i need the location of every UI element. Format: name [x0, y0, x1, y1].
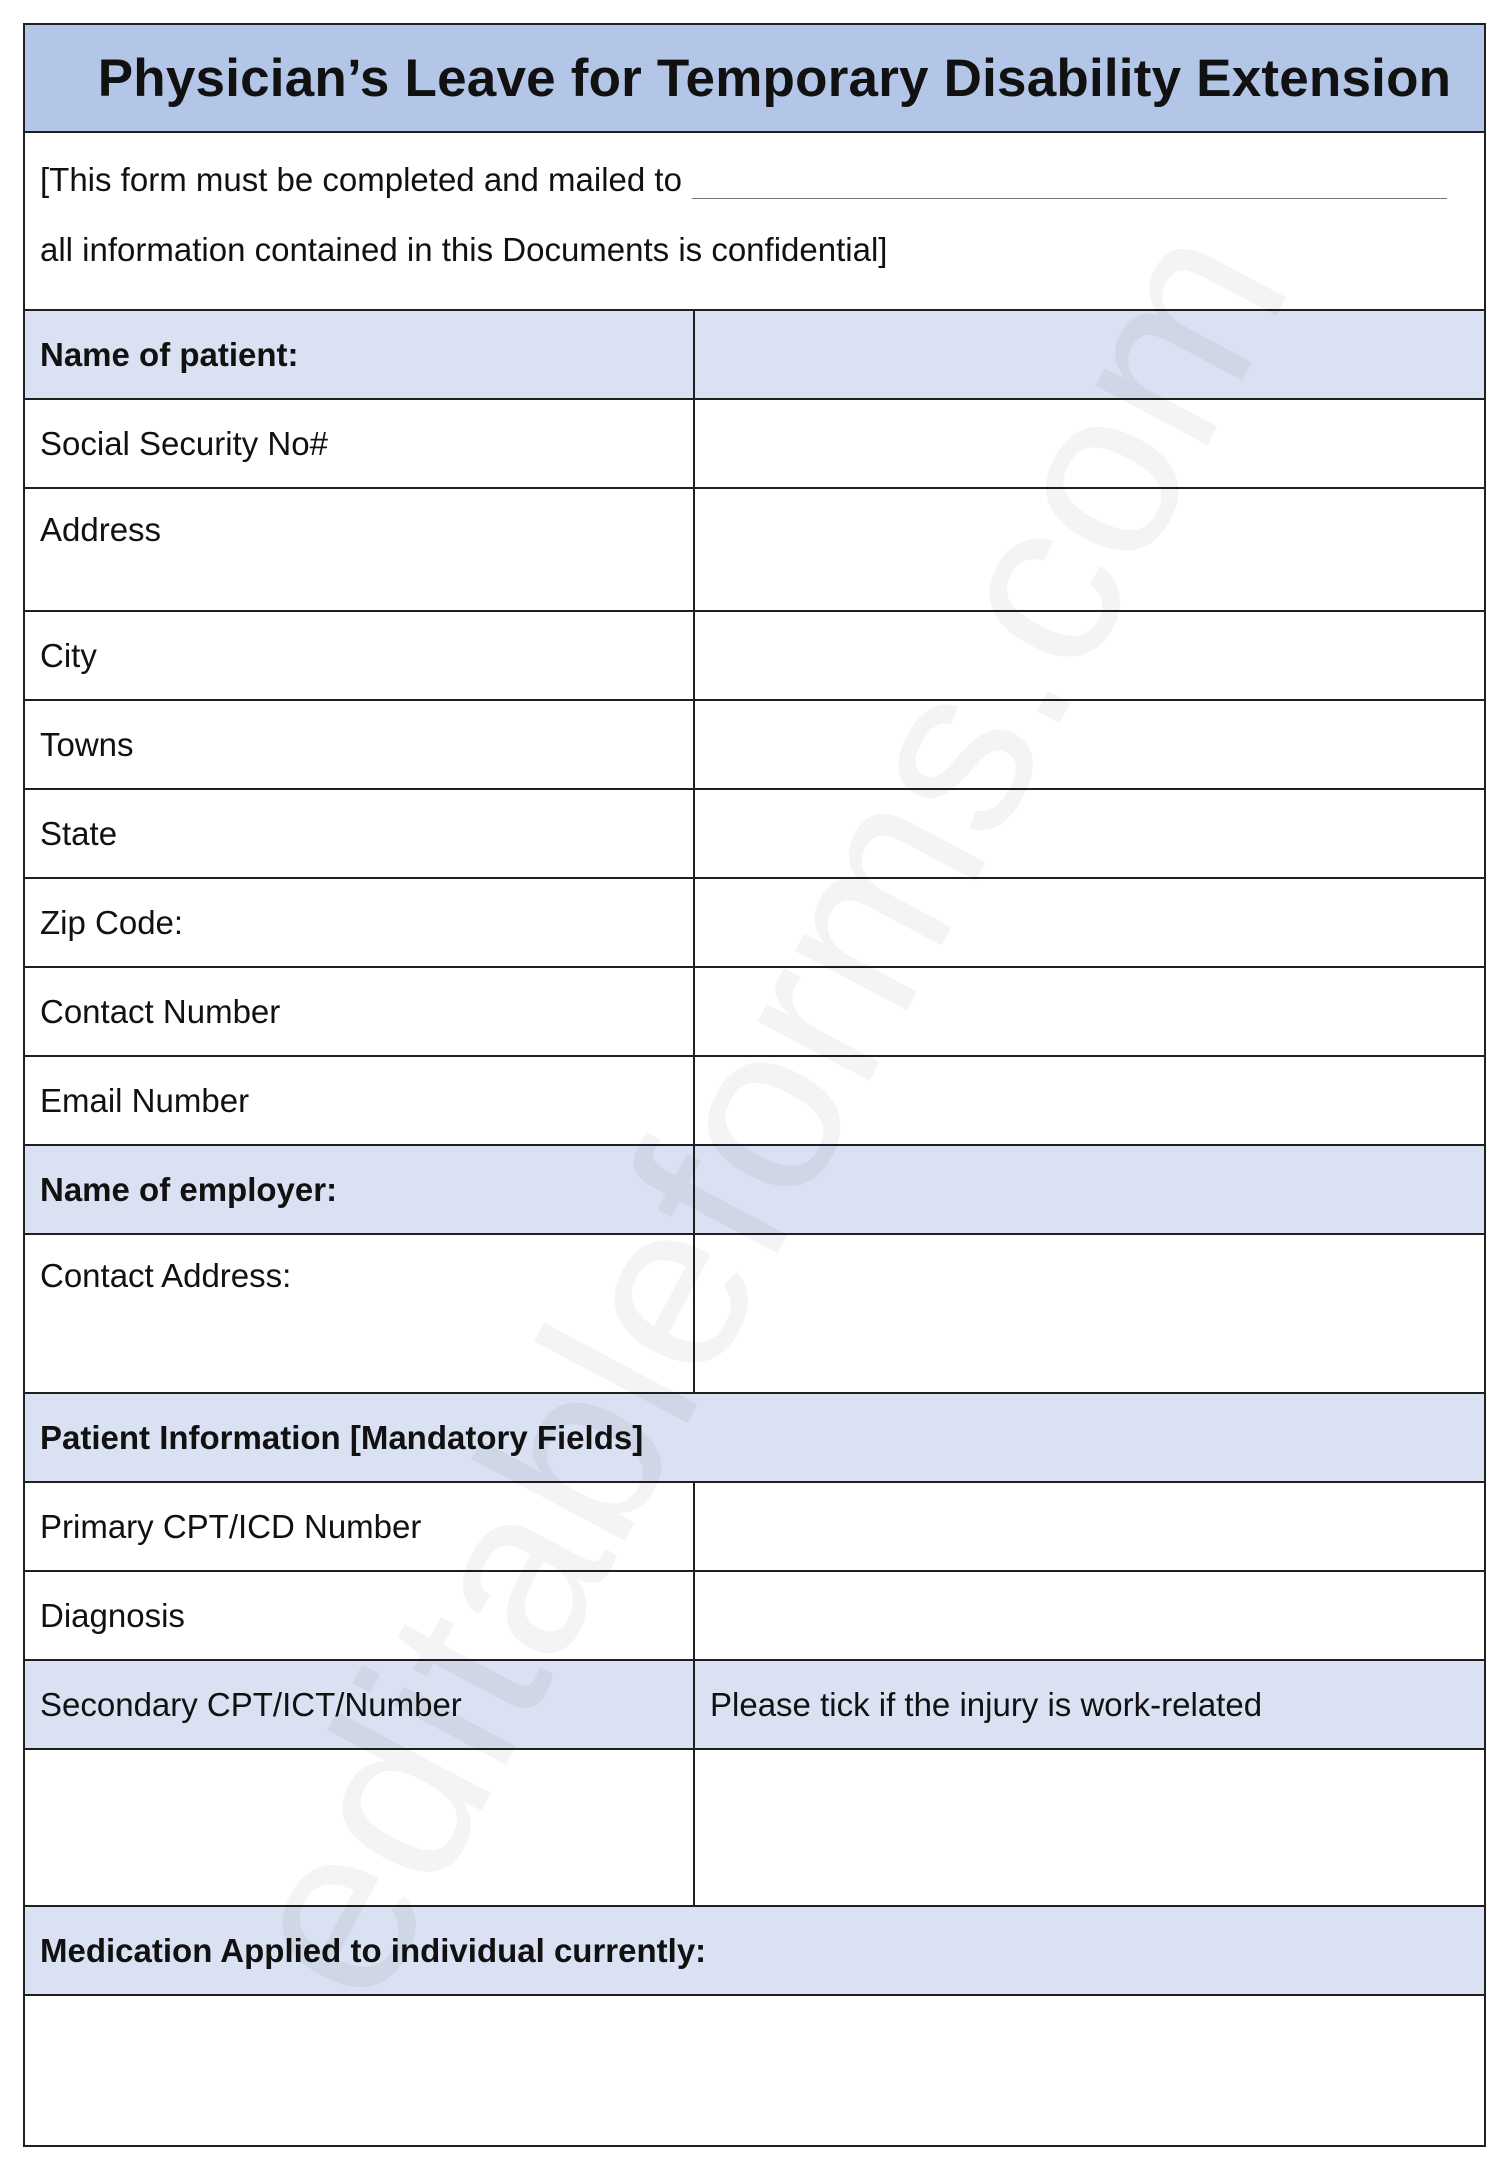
row-diagnosis [25, 1572, 1484, 1661]
label-email-number: Email Number [25, 1057, 695, 1144]
row-contact-number [25, 968, 1484, 1057]
input-diagnosis[interactable] [695, 1572, 1484, 1659]
input-zip[interactable] [695, 879, 1484, 966]
label-zip: Zip Code: [25, 879, 695, 966]
label-city: City [25, 612, 695, 699]
input-name-of-patient[interactable] [695, 311, 1484, 398]
label-name-of-employer: Name of employer: [25, 1146, 695, 1233]
row-address [25, 489, 1484, 612]
label-secondary-cpt: Secondary CPT/ICT/Number [25, 1661, 695, 1748]
row-state [25, 790, 1484, 879]
intro-line-1-text: [This form must be completed and mailed to [40, 161, 682, 198]
mailed-to-input[interactable] [692, 168, 1447, 199]
intro-line-2: all information contained in this Documents is confidential] [40, 231, 888, 268]
label-contact-address: Contact Address: [25, 1235, 695, 1392]
input-medication[interactable] [25, 1996, 1484, 2145]
form-title: Physician’s Leave for Temporary Disability Extension [25, 25, 1484, 133]
input-towns[interactable] [695, 701, 1484, 788]
row-primary-cpt [25, 1483, 1484, 1572]
disability-extension-form [23, 23, 1486, 2147]
input-name-of-employer[interactable] [695, 1146, 1484, 1233]
label-name-of-patient: Name of patient: [25, 311, 695, 398]
label-ssn: Social Security No# [25, 400, 695, 487]
input-contact-address[interactable] [695, 1235, 1484, 1392]
input-contact-number[interactable] [695, 968, 1484, 1055]
row-name-of-patient [25, 311, 1484, 400]
label-address: Address [25, 489, 695, 610]
label-towns: Towns [25, 701, 695, 788]
label-primary-cpt: Primary CPT/ICD Number [25, 1483, 695, 1570]
input-city[interactable] [695, 612, 1484, 699]
medication-header: Medication Applied to individual currently: [40, 1931, 707, 1969]
input-state[interactable] [695, 790, 1484, 877]
row-patient-info-header [25, 1394, 1484, 1483]
row-ssn [25, 400, 1484, 489]
label-state: State [25, 790, 695, 877]
label-work-related: Please tick if the injury is work-related [710, 1685, 1263, 1723]
input-work-related-tick[interactable] [695, 1750, 1484, 1905]
row-secondary-cpt [25, 1661, 1484, 1750]
input-secondary-cpt[interactable] [25, 1750, 695, 1905]
input-address[interactable] [695, 489, 1484, 610]
row-medication-input [25, 1996, 1484, 2145]
row-medication-header [25, 1907, 1484, 1996]
intro-section [25, 133, 1484, 311]
input-primary-cpt[interactable] [695, 1483, 1484, 1570]
label-diagnosis: Diagnosis [25, 1572, 695, 1659]
patient-info-header: Patient Information [Mandatory Fields] [40, 1418, 644, 1456]
row-secondary-inputs [25, 1750, 1484, 1907]
row-contact-address [25, 1235, 1484, 1394]
row-email-number [25, 1057, 1484, 1146]
label-contact-number: Contact Number [25, 968, 695, 1055]
row-towns [25, 701, 1484, 790]
input-email-number[interactable] [695, 1057, 1484, 1144]
row-zip [25, 879, 1484, 968]
input-ssn[interactable] [695, 400, 1484, 487]
intro-line-1 [40, 161, 1469, 199]
row-name-of-employer [25, 1146, 1484, 1235]
row-city [25, 612, 1484, 701]
